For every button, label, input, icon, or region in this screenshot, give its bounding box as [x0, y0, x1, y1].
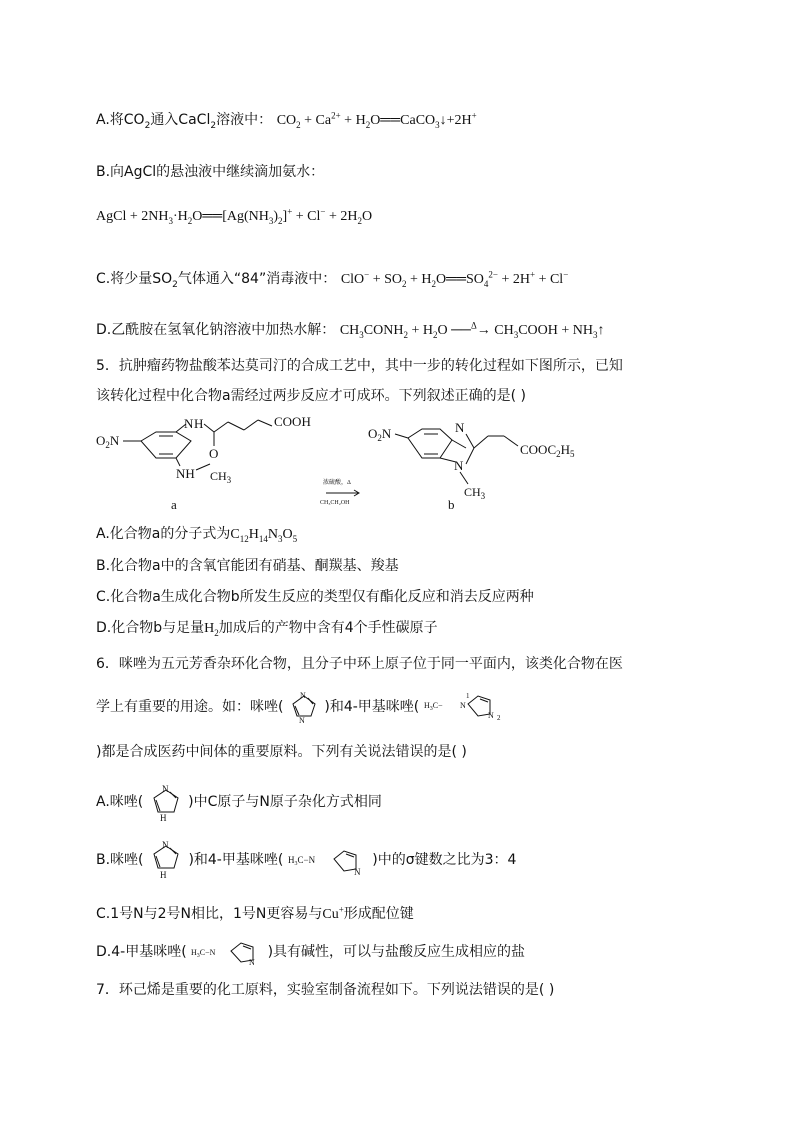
option-4A: A.将$CO_2$通入CaCl$_2$溶液中： $CO_2 + Ca^{2+}$ + $H_2O══CaCO_3↓+2H^+$ — [96, 110, 477, 131]
compound-a-structure — [96, 414, 311, 512]
imidazole-structure-icon — [148, 782, 184, 822]
svg-text:N: N — [161, 784, 169, 794]
option-5A: A.化合物a的分子式为$C_{12}H_{14}N_3O_5$ — [96, 526, 298, 544]
svg-text:H: H — [194, 416, 204, 431]
svg-text:N: N — [249, 958, 255, 966]
svg-text:N: N — [353, 867, 361, 877]
svg-text:N: N — [487, 711, 494, 720]
option-6B: B.咪唑( N H )和4-甲基咪唑( $H_3C-N$ N )中的σ键数之比为3：4 — [96, 840, 517, 880]
reaction-scheme — [96, 410, 636, 520]
svg-text:N: N — [299, 691, 306, 700]
imidazole-structure-icon — [148, 838, 184, 882]
svg-text:O2N: $O_2N$ — [368, 426, 392, 443]
svg-text:2: 2 — [496, 714, 501, 722]
svg-text:CH3: $CH_3$ — [210, 469, 232, 485]
svg-text:H3C−N: $H_3C-N$ — [191, 948, 216, 959]
svg-text:N: N — [455, 420, 465, 435]
svg-text:N: N — [459, 701, 466, 710]
condition-top: 浓硫酸，Δ — [323, 480, 351, 486]
option-5C: C.化合物a生成化合物b所发生反应的类型仅有酯化反应和消去反应两种 — [96, 589, 534, 605]
option-4B: B.向AgCl的悬浊液中继续滴加氨水： — [96, 164, 325, 180]
svg-text:CH3: $CH_3$ — [464, 485, 486, 501]
svg-text:N: N — [184, 416, 194, 431]
svg-text:N: N — [454, 458, 464, 473]
svg-text:COOH: COOH — [274, 414, 311, 429]
q6-stem-1: 6．咪唑为五元芳香杂环化合物，且分子中环上原子位于同一平面内，该类化合物在医 — [96, 656, 623, 672]
svg-text:N: N — [161, 840, 169, 850]
methylimidazole-structure-icon — [191, 938, 263, 966]
compound-b-structure — [368, 420, 575, 512]
q7-stem: 7．环己烯是重要的化工原料，实验室制备流程如下。下列说法错误的是( ) — [96, 982, 555, 998]
svg-text:N: N — [298, 716, 305, 724]
option-5D: D.化合物b与足量$H_2$加成后的产物中含有4个手性碳原子 — [96, 620, 438, 638]
condition-bottom: CH₃CH₂OH — [320, 500, 350, 506]
q5-stem-1: 5．抗肿瘤药物盐酸苯达莫司汀的合成工艺中，其中一步的转化过程如下图所示，已知 — [96, 358, 623, 374]
imidazole-structure-icon — [288, 690, 320, 724]
svg-text:1: 1 — [465, 692, 470, 700]
option-4B-equation: AgCl + $2NH_3\cdot H_2O══[Ag(NH_3)_2]^+ + Cl^- + 2H_2O$ — [96, 206, 373, 226]
svg-text:O: O — [209, 446, 219, 461]
svg-text:H3C−N: $H_3C-N$ — [287, 855, 315, 867]
label-b: b — [448, 497, 455, 512]
svg-text:COOC2H5: $COOC_2H_5$ — [520, 442, 575, 459]
label-a: a — [171, 497, 177, 512]
svg-text:H: H — [159, 870, 167, 880]
option-6C: C.1号N与2号N相比，1号N更容易与Cu+形成配位键 — [96, 904, 414, 922]
option-4D: D.乙酰胺在氢氧化钠溶液中加热水解： $CH_3CONH_2 + H_2O$ ──$^\Delta$→ $CH_3COOH$ + $NH_3↑$ — [96, 320, 605, 340]
methylimidazole-structure-icon — [288, 843, 368, 877]
methylimidazole-structure-icon — [424, 690, 504, 724]
option-6D: D.4-甲基咪唑( $H_3C-N$ N )具有碱性，可以与盐酸反应生成相应的盐 — [96, 938, 525, 968]
svg-text:NH: NH — [176, 466, 195, 481]
svg-text:O2N: $O_2N$ — [96, 433, 120, 450]
option-4C: C.将少量$SO_2$气体通入“84”消毒液中： $ClO^- + SO_2$ + $H_2O══SO_4^{2-} + 2H^+ + Cl^-$ — [96, 269, 569, 290]
q6-stem-3: )都是合成医药中间体的重要原料。下列有关说法错误的是( ) — [96, 744, 467, 760]
q5-stem-2: 该转化过程中化合物a需经过两步反应才可成环。下列叙述正确的是( ) — [96, 388, 526, 404]
q6-stem-2: 学上有重要的用途。如：咪唑( N N )和4-甲基咪唑( $H_3C-$ N 1 N 2 — [96, 690, 504, 726]
option-6A: A.咪唑( N H )中C原子与N原子杂化方式相同 — [96, 784, 382, 822]
svg-text:H3C−: $H_3C-$ — [423, 701, 443, 712]
svg-text:H: H — [159, 813, 167, 822]
option-5B: B.化合物a中的含氧官能团有硝基、酮羰基、羧基 — [96, 558, 399, 574]
reaction-arrow — [320, 478, 359, 506]
